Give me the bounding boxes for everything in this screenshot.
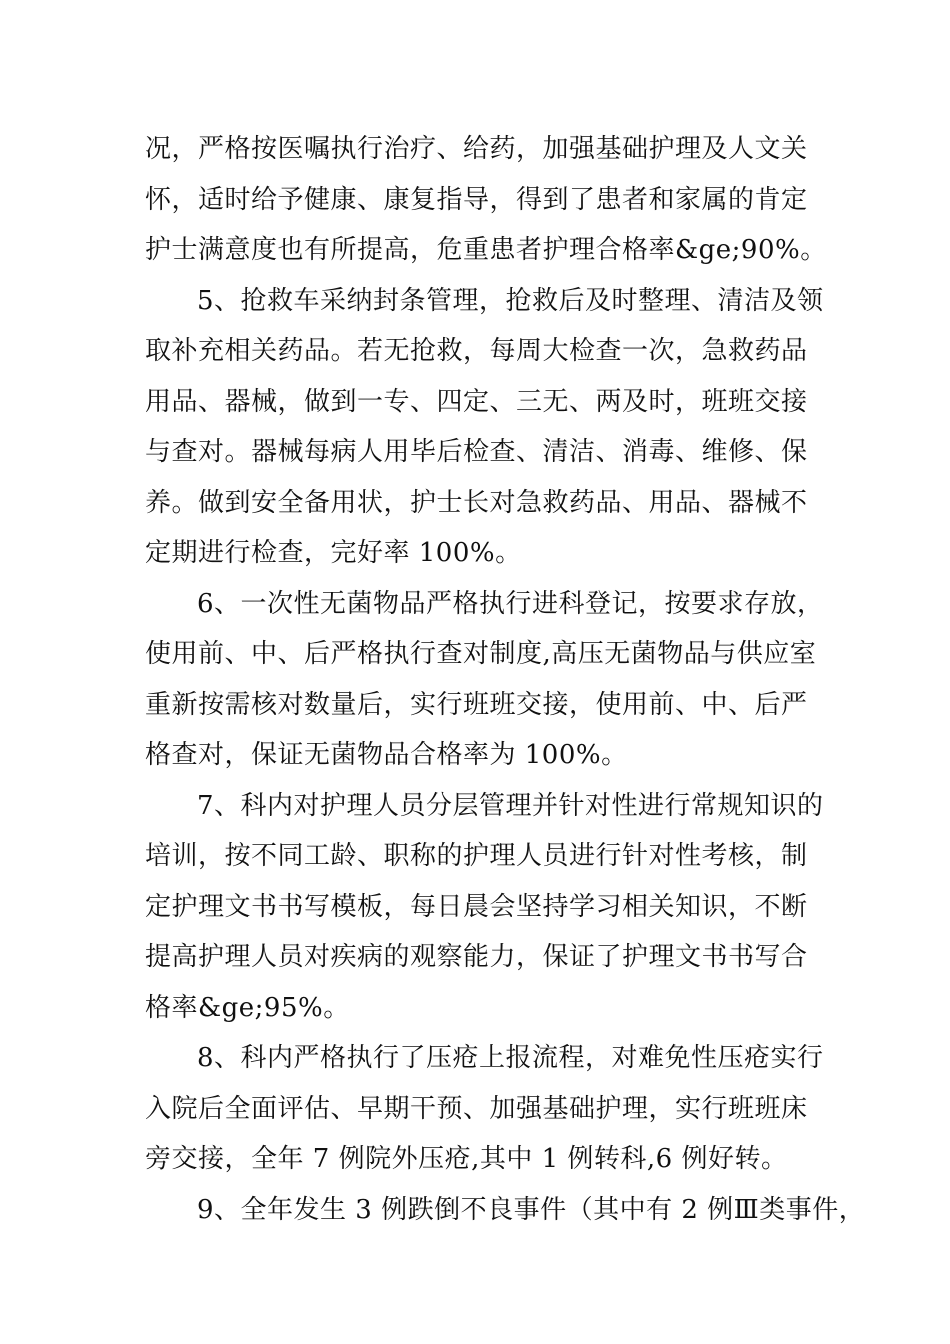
text-line: 提高护理人员对疾病的观察能力，保证了护理文书书写合 — [145, 942, 808, 972]
text-line: 9、全年发生 3 例跌倒不良事件（其中有 2 例Ⅲ类事件， — [197, 1194, 866, 1225]
text-line: 养。做到安全备用状，护士长对急救药品、用品、器械不 — [145, 487, 808, 518]
text-line: 怀，适时给予健康、康复指导，得到了患者和家属的肯定 — [145, 184, 808, 215]
text-line: 旁交接，全年 7 例院外压疮,其中 1 例转科,6 例好转。 — [145, 1144, 788, 1174]
text-line: 7、科内对护理人员分层管理并针对性进行常规知识的 — [197, 790, 824, 821]
text-line: 5、抢救车采纳封条管理，抢救后及时整理、清洁及领 — [197, 285, 824, 316]
text-line: 护士满意度也有所提高，危重患者护理合格率&ge;90%。 — [145, 235, 827, 265]
text-line: 定护理文书书写模板，每日晨会坚持学习相关知识，不断 — [145, 891, 808, 922]
text-line: 培训，按不同工龄、职称的护理人员进行针对性考核，制 — [145, 841, 808, 871]
text-line: 6、一次性无菌物品严格执行进科登记，按要求存放， — [197, 588, 824, 619]
text-line: 况，严格按医嘱执行治疗、给药，加强基础护理及人文关 — [145, 134, 808, 164]
text-line: 取补充相关药品。若无抢救，每周大检查一次，急救药品 — [145, 336, 808, 366]
text-line: 格率&ge;95%。 — [145, 992, 350, 1023]
document-body — [145, 124, 866, 1235]
text-line: 定期进行检查，完好率 100%。 — [145, 538, 522, 568]
text-line: 使用前、中、后严格执行查对制度,高压无菌物品与供应室 — [145, 639, 817, 669]
text-line: 入院后全面评估、早期干预、加强基础护理，实行班班床 — [145, 1093, 808, 1124]
text-line: 与查对。器械每病人用毕后检查、清洁、消毒、维修、保 — [145, 437, 808, 467]
text-line: 重新按需核对数量后，实行班班交接，使用前、中、后严 — [145, 689, 808, 720]
text-line: 8、科内严格执行了压疮上报流程，对难免性压疮实行 — [197, 1043, 824, 1073]
text-line: 用品、器械，做到一专、四定、三无、两及时，班班交接 — [145, 386, 808, 417]
text-line: 格查对，保证无菌物品合格率为 100%。 — [145, 740, 628, 770]
